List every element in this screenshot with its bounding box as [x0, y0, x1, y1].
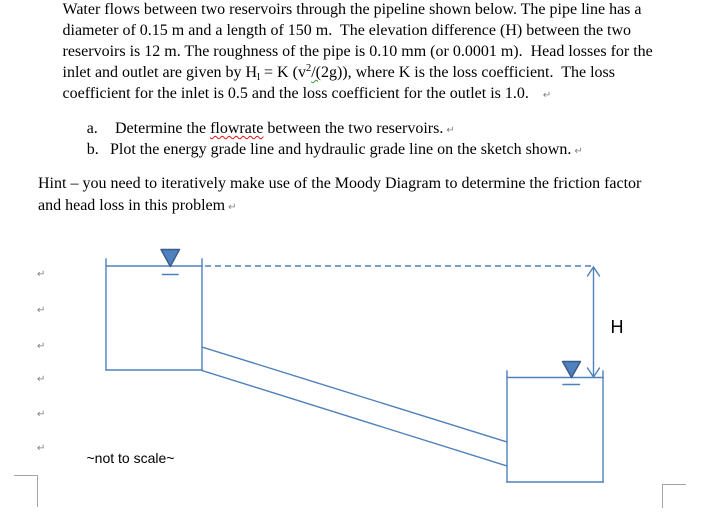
scale-note[interactable]: ~not to scale~ — [86, 449, 175, 466]
elevation-difference-arrow[interactable] — [588, 267, 600, 377]
problem-line-2: diameter of 0.15 m and a length of 150 m. The elevation difference (H) between the two — [62, 21, 632, 39]
text-segment: = K (v — [260, 63, 306, 81]
text-segment: between the two reservoirs. — [263, 119, 444, 137]
paragraph-mark-icon: ↵ — [37, 341, 46, 352]
paragraph-mark-icon: ↵ — [574, 145, 583, 157]
upper-reservoir[interactable] — [106, 259, 202, 370]
paragraph-mark-icon: ↵ — [37, 374, 46, 385]
text-segment: coefficient for the inlet is 0.5 and the loss coefficient for the outlet is 1.0. — [62, 85, 529, 102]
problem-line-1: Water flows between two reservoirs through the pipeline shown below. The pipe line has a — [62, 0, 642, 18]
task-b-label: b. — [86, 140, 99, 158]
margin-corner-bottom-right — [663, 485, 687, 509]
text-segment: and head loss in this problem — [38, 197, 226, 215]
pipe[interactable] — [202, 347, 507, 466]
text-segment: Determine the — [115, 119, 211, 137]
pipe-top-edge — [202, 347, 507, 442]
margin-corner-bottom-left — [14, 476, 38, 508]
paragraph-mark-icon: ↵ — [542, 90, 552, 101]
paragraph-mark-icon: ↵ — [37, 269, 46, 280]
paragraph-mark-icon: ↵ — [228, 202, 237, 214]
paragraph-mark-icon: ↵ — [37, 409, 46, 420]
hint-line-1: Hint – you need to iteratively make use of the Moody Diagram to determine the friction factor — [38, 174, 642, 192]
misspelled-word[interactable]: flowrate — [210, 119, 264, 137]
lower-reservoir[interactable] — [507, 371, 603, 482]
lower-water-surface-triangle-icon — [563, 362, 581, 378]
task-a-label: a. — [86, 119, 98, 137]
paragraph-mark-icon: ↵ — [37, 305, 46, 316]
text-segment: 2g)), where K is the loss coefficient. The loss — [320, 63, 615, 81]
text-segment: inlet and outlet are given by H — [62, 63, 258, 81]
paragraph-mark-icon: ↵ — [37, 443, 46, 454]
pipe-bottom-edge — [202, 371, 507, 467]
upper-water-surface-triangle-icon — [161, 250, 180, 267]
paragraph-mark-icon: ↵ — [446, 124, 455, 136]
elevation-label-h[interactable]: H — [610, 316, 624, 337]
grammar-flag[interactable]: /( — [311, 63, 321, 81]
text-segment: Plot the energy grade line and hydraulic grade line on the sketch shown. — [110, 140, 572, 158]
problem-line-3: reservoirs is 12 m. The roughness of the pipe is 0.10 mm (or 0.0001 m). Head losses for the — [62, 42, 653, 60]
superscript-2: 2 — [305, 62, 312, 74]
subscript-l: l — [257, 71, 261, 83]
